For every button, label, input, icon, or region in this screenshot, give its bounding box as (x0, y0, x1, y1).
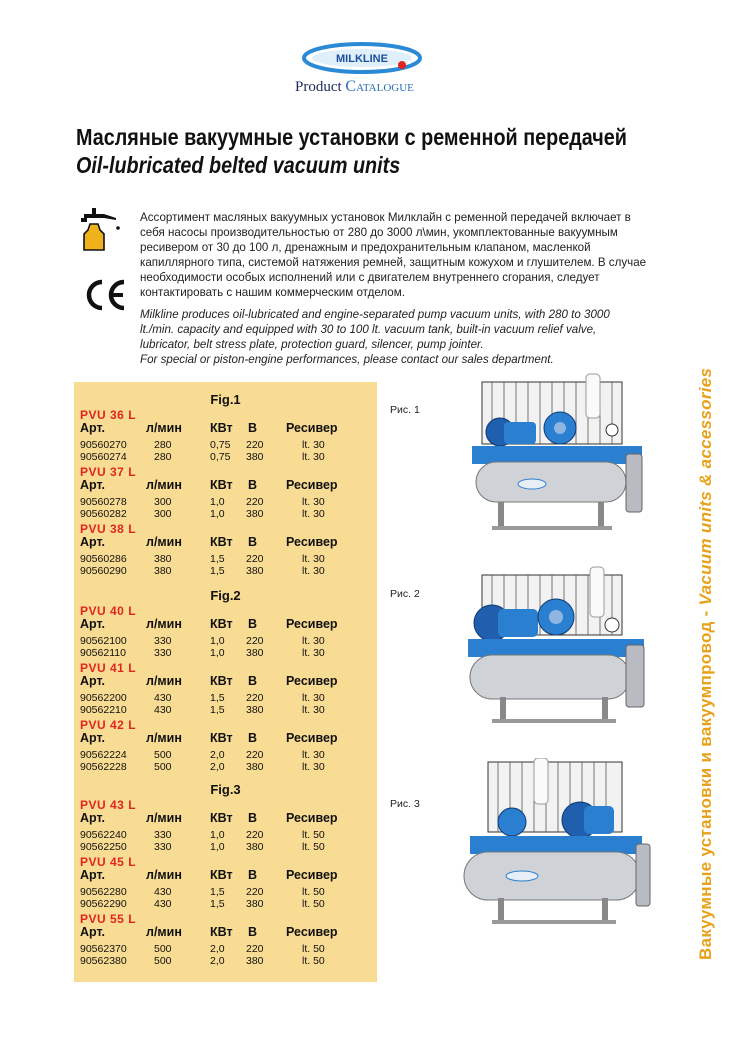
figure-label: Fig.3 (210, 782, 241, 797)
table-cell: lt. 50 (302, 955, 325, 967)
figure-label: Fig.1 (210, 392, 241, 407)
table-cell: 380 (246, 898, 264, 910)
column-header-tank: Ресивер (286, 478, 338, 492)
column-header-art: Арт. (80, 868, 105, 882)
table-header-row (74, 535, 377, 551)
table-row (74, 451, 377, 463)
column-header-v: В (248, 478, 258, 492)
table-cell: 1,5 (210, 692, 225, 704)
table-cell: 220 (246, 749, 264, 761)
vacuum-unit-image-3 (452, 758, 652, 930)
model-name: PVU 38 L (80, 522, 137, 536)
column-header-flow: л/мин (146, 731, 182, 745)
table-header-row (74, 731, 377, 747)
table-cell: lt. 30 (302, 565, 325, 577)
table-cell: 90560282 (80, 508, 127, 520)
model-name: PVU 45 L (80, 855, 137, 869)
table-cell: 220 (246, 553, 264, 565)
model-name: PVU 37 L (80, 465, 137, 479)
model-name: PVU 40 L (80, 604, 137, 618)
table-cell: 90560270 (80, 439, 127, 451)
table-cell: 330 (154, 647, 172, 659)
table-cell: 1,0 (210, 647, 225, 659)
column-header-flow: л/мин (146, 868, 182, 882)
column-header-v: В (248, 811, 258, 825)
table-row (74, 761, 377, 773)
table-cell: 330 (154, 829, 172, 841)
table-header-row (74, 617, 377, 633)
table-header-row (74, 674, 377, 690)
table-cell: 90562380 (80, 955, 127, 967)
table-cell: lt. 30 (302, 553, 325, 565)
table-cell: 380 (246, 508, 264, 520)
table-row (74, 692, 377, 704)
table-cell: 90560286 (80, 553, 127, 565)
table-cell: 1,0 (210, 635, 225, 647)
column-header-art: Арт. (80, 925, 105, 939)
title-en: Oil-lubricated belted vacuum units (76, 152, 401, 178)
table-cell: 380 (246, 647, 264, 659)
table-cell: 330 (154, 635, 172, 647)
table-cell: 220 (246, 692, 264, 704)
table-cell: lt. 50 (302, 841, 325, 853)
table-cell: 280 (154, 439, 172, 451)
table-cell: lt. 30 (302, 692, 325, 704)
table-cell: 380 (246, 451, 264, 463)
table-row (74, 439, 377, 451)
side-section-title: Вакуумные установки и вакуумпровод - Vacuum units & accessories (696, 367, 715, 960)
table-cell: 0,75 (210, 439, 231, 451)
table-cell: lt. 30 (302, 761, 325, 773)
intro-paragraph-en: Milkline produces oil-lubricated and engine-separated pump vacuum units, with 280 to 3000 lt./min. capacity and equipped with 30 to 100 lt. vacuum tank, built-in vacuum relief valve, lubricator, belt stress plate, protection guard, silencer, pump jointer. For special or piston-engine performances, please contact our sales department. (140, 308, 610, 366)
table-cell: 430 (154, 704, 172, 716)
table-row (74, 898, 377, 910)
column-header-v: В (248, 535, 258, 549)
table-cell: lt. 30 (302, 647, 325, 659)
table-cell: 220 (246, 439, 264, 451)
table-cell: 90562100 (80, 635, 127, 647)
table-cell: lt. 30 (302, 496, 325, 508)
column-header-art: Арт. (80, 731, 105, 745)
column-header-v: В (248, 617, 258, 631)
table-cell: 90560290 (80, 565, 127, 577)
table-cell: 220 (246, 829, 264, 841)
model-name: PVU 55 L (80, 912, 137, 926)
picture-label-2: Рис. 2 (390, 588, 420, 600)
table-cell: 1,5 (210, 565, 225, 577)
spec-table-panel (74, 382, 377, 982)
column-header-tank: Ресивер (286, 674, 338, 688)
table-cell: 1,5 (210, 704, 225, 716)
table-row (74, 886, 377, 898)
table-row (74, 841, 377, 853)
table-cell: lt. 50 (302, 943, 325, 955)
table-cell: 380 (246, 841, 264, 853)
table-cell: 430 (154, 692, 172, 704)
column-header-v: В (248, 731, 258, 745)
column-header-kw: КВт (210, 925, 233, 939)
table-cell: 90562110 (80, 647, 126, 659)
table-cell: 1,5 (210, 886, 225, 898)
column-header-flow: л/мин (146, 421, 182, 435)
column-header-flow: л/мин (146, 535, 182, 549)
table-cell: 380 (246, 955, 264, 967)
table-cell: 90562200 (80, 692, 127, 704)
column-header-art: Арт. (80, 811, 105, 825)
table-cell: 90562224 (80, 749, 127, 761)
table-cell: lt. 30 (302, 508, 325, 520)
table-cell: 380 (246, 761, 264, 773)
table-cell: 500 (154, 749, 172, 761)
table-header-row (74, 811, 377, 827)
intro-paragraph-ru: Ассортимент масляных вакуумных установок Милклайн с ременной передачей включает в себя насосы производительностью от 280 до 3000 л\мин, укомплектованные вакуумным ресивером от 30 до 100 л, дренажным и предохранительным клапаном, масленкой капиллярного типа, системой натяжения ремней, защитным кожухом и глушителем. В случае необходимости особых исполнений или с двигателем внутреннего сгорания, следует контактировать с нашим коммерческим отделом. (140, 211, 647, 299)
column-header-flow: л/мин (146, 925, 182, 939)
column-header-kw: КВт (210, 421, 233, 435)
title-ru: Масляные вакуумные установки с ременной передачей (76, 124, 627, 150)
table-cell: 90562370 (80, 943, 127, 955)
column-header-v: В (248, 868, 258, 882)
model-name: PVU 36 L (80, 408, 137, 422)
table-cell: lt. 30 (302, 635, 325, 647)
table-row (74, 647, 377, 659)
table-row (74, 553, 377, 565)
column-header-kw: КВт (210, 674, 233, 688)
table-cell: 0,75 (210, 451, 231, 463)
ce-mark-icon (82, 278, 128, 312)
table-cell: 90562290 (80, 898, 127, 910)
table-cell: 90560278 (80, 496, 127, 508)
column-header-v: В (248, 421, 258, 435)
table-cell: lt. 50 (302, 898, 325, 910)
column-header-tank: Ресивер (286, 925, 338, 939)
table-cell: 380 (154, 565, 172, 577)
table-row (74, 508, 377, 520)
table-header-row (74, 868, 377, 884)
table-cell: 500 (154, 943, 172, 955)
table-cell: 430 (154, 886, 172, 898)
vacuum-unit-image-1 (452, 372, 652, 534)
column-header-art: Арт. (80, 617, 105, 631)
table-header-row (74, 421, 377, 437)
vacuum-unit-image-2 (452, 563, 652, 725)
column-header-flow: л/мин (146, 811, 182, 825)
column-header-v: В (248, 925, 258, 939)
column-header-tank: Ресивер (286, 811, 338, 825)
table-cell: 2,0 (210, 749, 225, 761)
table-cell: 1,0 (210, 508, 225, 520)
table-cell: 90562280 (80, 886, 127, 898)
table-cell: lt. 30 (302, 749, 325, 761)
table-cell: 2,0 (210, 761, 225, 773)
column-header-flow: л/мин (146, 674, 182, 688)
table-row (74, 565, 377, 577)
column-header-v: В (248, 674, 258, 688)
table-cell: 220 (246, 943, 264, 955)
column-header-tank: Ресивер (286, 535, 338, 549)
oil-can-icon (80, 208, 122, 252)
column-header-flow: л/мин (146, 478, 182, 492)
column-header-kw: КВт (210, 811, 233, 825)
logo-caption: Product Catalogue (295, 78, 414, 95)
table-cell: 1,5 (210, 553, 225, 565)
table-cell: 90562228 (80, 761, 127, 773)
model-name: PVU 41 L (80, 661, 137, 675)
column-header-art: Арт. (80, 535, 105, 549)
table-cell: 380 (154, 553, 172, 565)
picture-label-3: Рис. 3 (390, 798, 420, 810)
table-cell: 1,5 (210, 898, 225, 910)
column-header-art: Арт. (80, 421, 105, 435)
table-cell: lt. 30 (302, 704, 325, 716)
table-cell: 90560274 (80, 451, 127, 463)
column-header-kw: КВт (210, 478, 233, 492)
column-header-tank: Ресивер (286, 868, 338, 882)
column-header-tank: Ресивер (286, 421, 338, 435)
column-header-art: Арт. (80, 674, 105, 688)
table-cell: 90562240 (80, 829, 127, 841)
table-row (74, 496, 377, 508)
table-cell: lt. 30 (302, 439, 325, 451)
table-cell: 280 (154, 451, 172, 463)
table-header-row (74, 478, 377, 494)
column-header-kw: КВт (210, 868, 233, 882)
table-cell: 2,0 (210, 955, 225, 967)
table-cell: 2,0 (210, 943, 225, 955)
column-header-flow: л/мин (146, 617, 182, 631)
table-cell: lt. 50 (302, 829, 325, 841)
table-cell: 380 (246, 565, 264, 577)
column-header-art: Арт. (80, 478, 105, 492)
table-cell: 1,0 (210, 841, 225, 853)
column-header-tank: Ресивер (286, 617, 338, 631)
table-cell: 1,0 (210, 829, 225, 841)
table-cell: 90562210 (80, 704, 127, 716)
table-cell: 330 (154, 841, 172, 853)
table-cell: lt. 30 (302, 451, 325, 463)
table-row (74, 749, 377, 761)
table-row (74, 829, 377, 841)
column-header-kw: КВт (210, 617, 233, 631)
table-cell: 300 (154, 496, 172, 508)
column-header-kw: КВт (210, 535, 233, 549)
picture-label-1: Рис. 1 (390, 404, 420, 416)
table-row (74, 955, 377, 967)
table-cell: 500 (154, 955, 172, 967)
table-row (74, 704, 377, 716)
table-cell: 380 (246, 704, 264, 716)
table-cell: lt. 50 (302, 886, 325, 898)
table-cell: 500 (154, 761, 172, 773)
table-cell: 90562250 (80, 841, 127, 853)
table-cell: 300 (154, 508, 172, 520)
model-name: PVU 42 L (80, 718, 137, 732)
table-row (74, 943, 377, 955)
model-name: PVU 43 L (80, 798, 137, 812)
table-cell: 220 (246, 496, 264, 508)
table-cell: 220 (246, 635, 264, 647)
table-header-row (74, 925, 377, 941)
column-header-tank: Ресивер (286, 731, 338, 745)
table-cell: 430 (154, 898, 172, 910)
svg-text:MILKLINE: MILKLINE (336, 53, 388, 65)
table-cell: 1,0 (210, 496, 225, 508)
table-row (74, 635, 377, 647)
column-header-kw: КВт (210, 731, 233, 745)
figure-label: Fig.2 (210, 588, 241, 603)
table-cell: 220 (246, 886, 264, 898)
